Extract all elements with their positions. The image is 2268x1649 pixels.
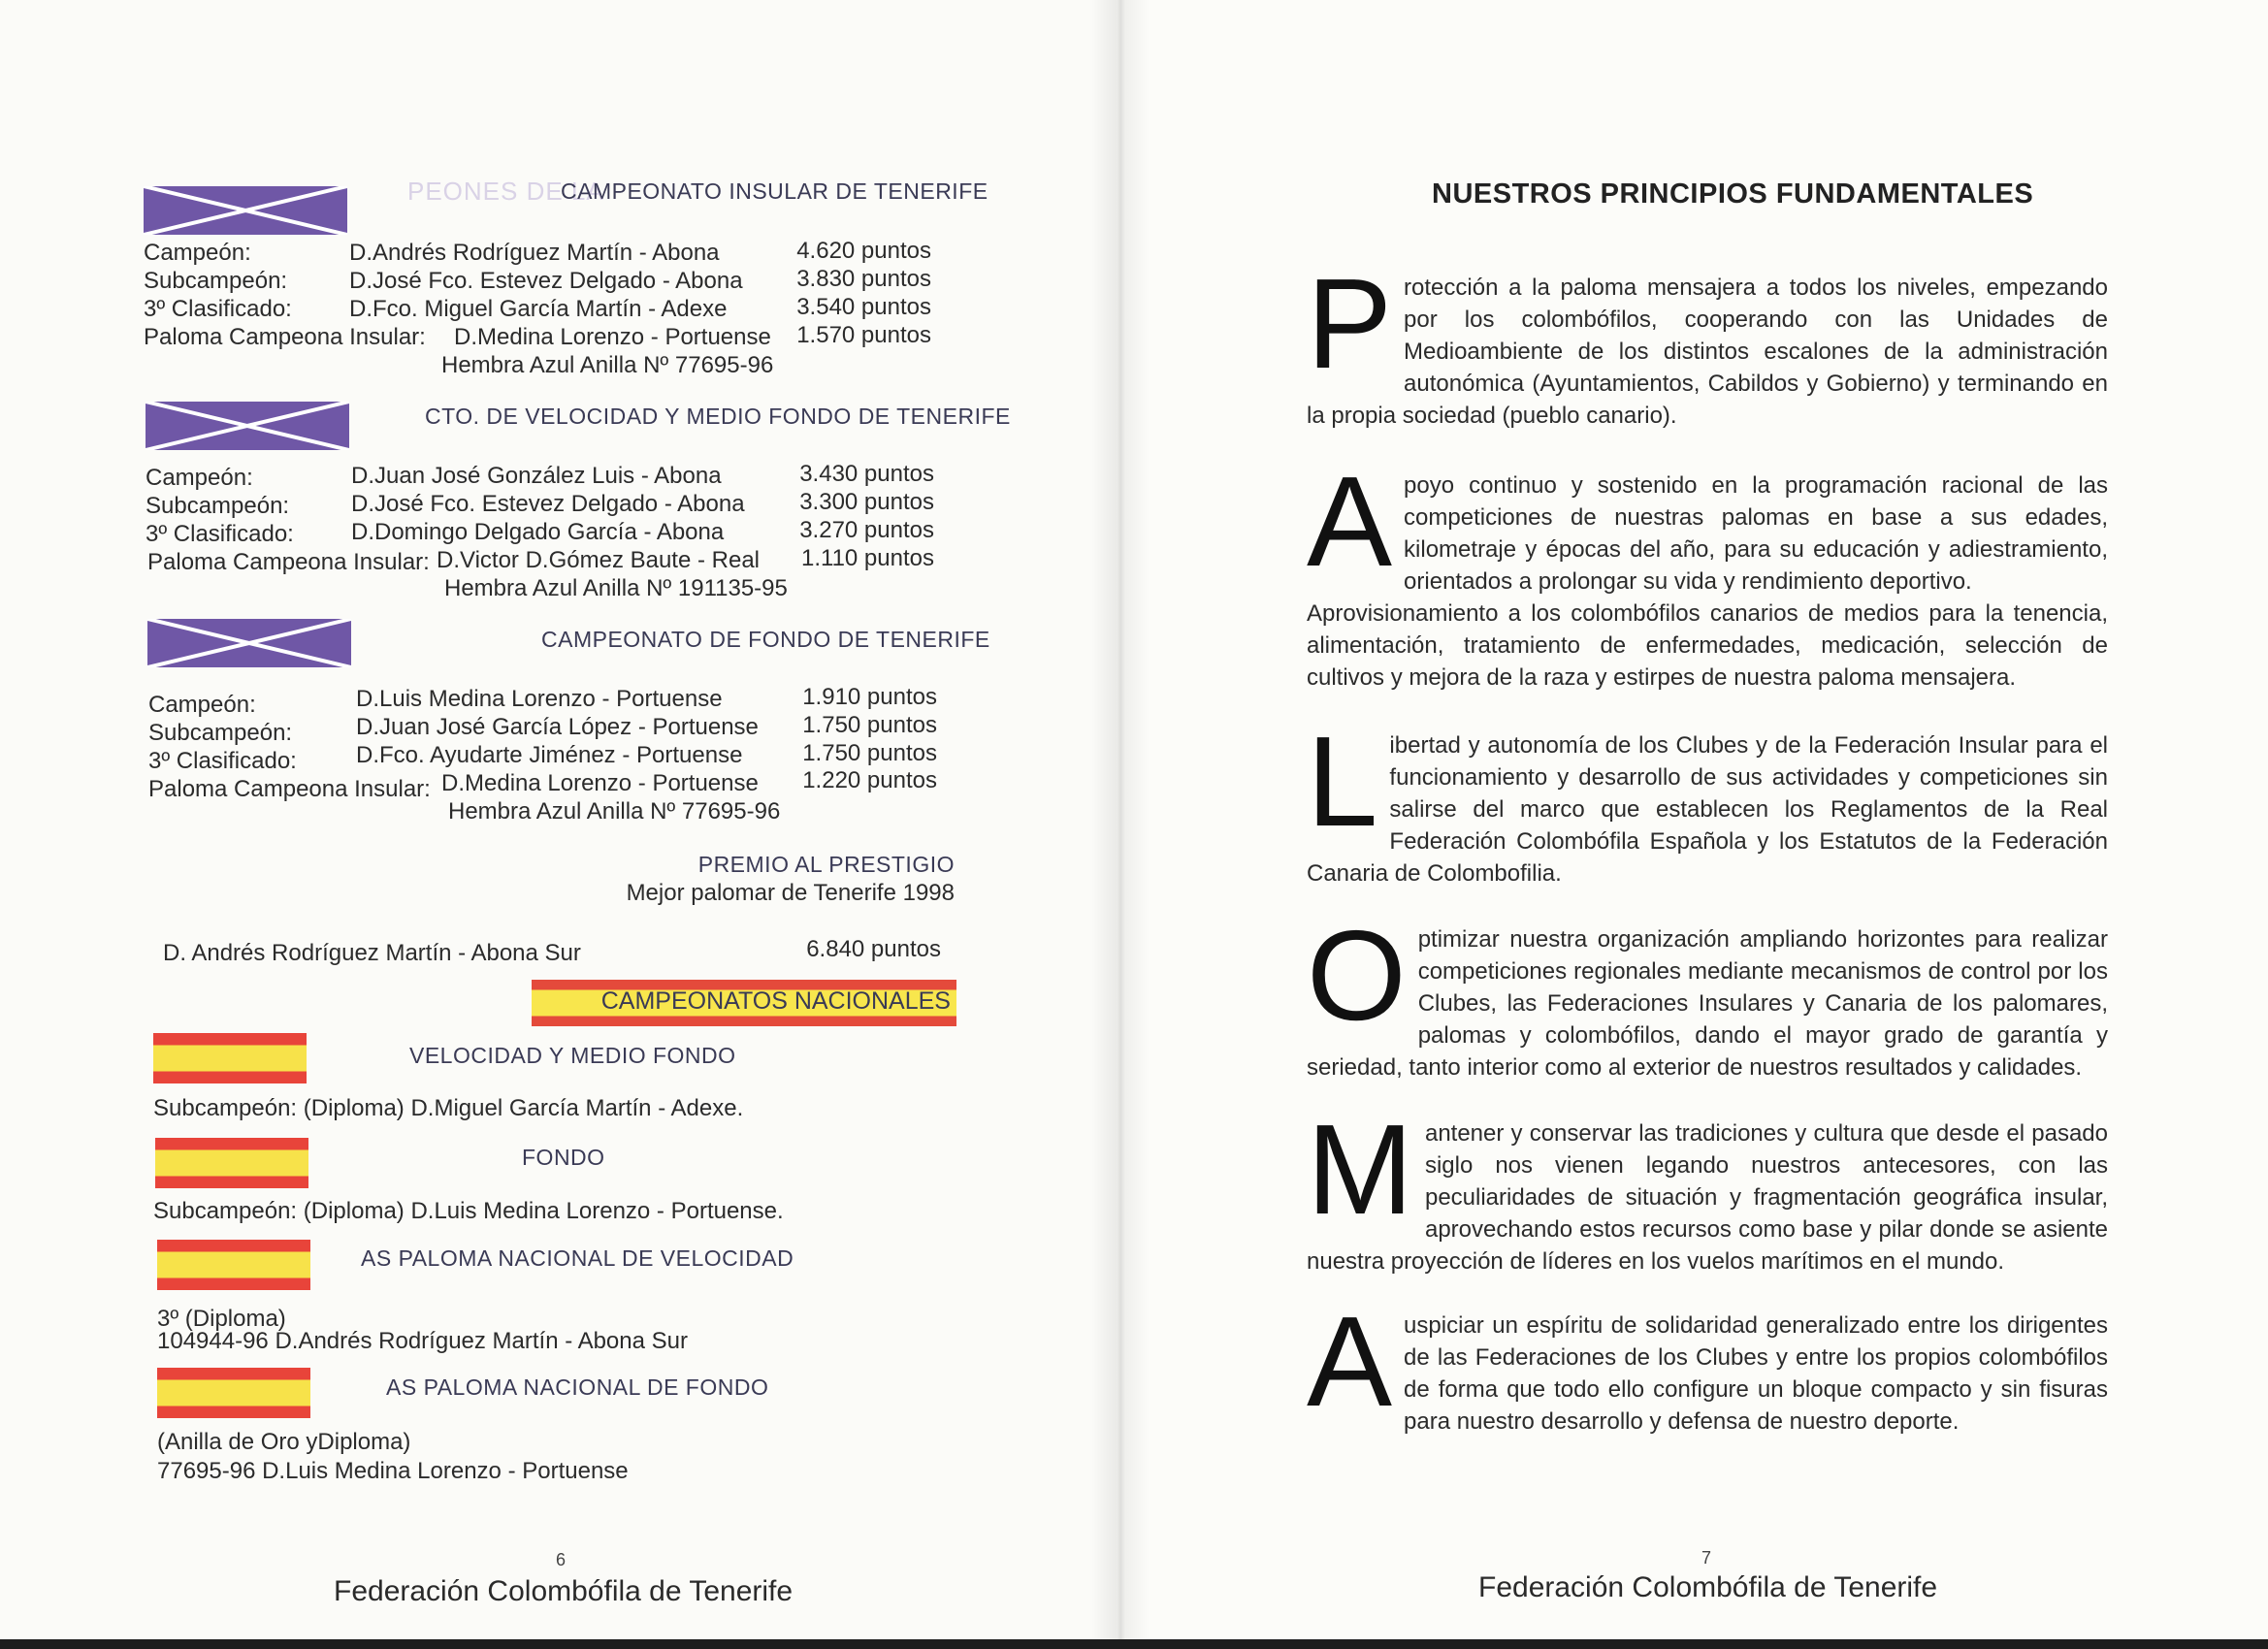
paragraph: Aprovisionamiento a los colombófilos canarios de medios para la tenencia, alimentación, tratamiento de enfermedades, medicación, selección de cultivos y mejora de la raza y estirpes de nuestra paloma mensajera. [1307, 600, 2108, 691]
label: Campeón: [144, 240, 251, 266]
label: Subcampeón: [146, 493, 290, 519]
paragraph: ibertad y autonomía de los Clubes y de la Federación Insular para el funcionamiento y desarrollo de sus actividades y competiciones sin salirse del marco que establecen los Reglamentos de la Real Federación Colombófila Española y los Estatutos de la Federación Canaria de Colombofilia. [1307, 732, 2108, 887]
label: Campeón: [146, 465, 253, 491]
label: 3º Clasificado: [146, 521, 294, 547]
page-footer: Federación Colombófila de Tenerife [334, 1575, 794, 1607]
paloma-label: Paloma Campeona Insular: [144, 324, 426, 350]
page-title: NUESTROS PRINCIPIOS FUNDAMENTALES [1432, 178, 2034, 210]
scan-edge [0, 1639, 2268, 1649]
page-footer: Federación Colombófila de Tenerife [1478, 1571, 1938, 1603]
name: D.Luis Medina Lorenzo - Portuense [356, 686, 723, 712]
purple-flag-2 [146, 402, 349, 450]
section-title-fondo: CAMPEONATO DE FONDO DE TENERIFE [541, 627, 990, 652]
principle-optimizar [1307, 904, 2108, 1083]
label: Subcampeón: [144, 268, 288, 294]
name: D.Fco. Miguel García Martín - Adexe [349, 296, 728, 322]
nacional-title-as-velocidad: AS PALOMA NACIONAL DE VELOCIDAD [361, 1245, 794, 1271]
principle-apoyo [1307, 450, 2108, 694]
principle-auspiciar [1307, 1290, 2108, 1438]
paragraph: antener y conservar las tradiciones y cultura que desde el pasado siglo nos vienen legando nuestros antecesores, con las peculiaridades de situación y fragmentación geográfica insular, aprovechando estos recursos como base y pilar donde se asiente nuestra proyección de líderes en los vuelos marítimos en el mundo. [1307, 1120, 2108, 1275]
name: D.Andrés Rodríguez Martín - Abona [349, 240, 720, 266]
name: D.José Fco. Estevez Delgado - Abona [349, 268, 743, 294]
paragraph: ptimizar nuestra organización ampliando horizontes para realizar competiciones regionales mediante mecanismos de control por los Clubes, las Federaciones Insulares y Canaria de los palomares, palomas y colombófilos, dando el mayor grado de garantía y seriedad, tanto interior como al exterior de nuestros resultados y calidades. [1307, 926, 2108, 1081]
paragraph: poyo continuo y sostenido en la programación racional de las competiciones de nuestras palomas en base a sus edades, kilometraje y épocas del año, para su educación y adiestramiento, orientados a prolongar su vida y rendimiento deportivo. [1404, 472, 2108, 595]
name: D.Juan José González Luis - Abona [351, 463, 722, 489]
paloma-label: Paloma Campeona Insular: [147, 549, 430, 575]
points: 3.270 puntos [799, 517, 934, 543]
paloma-name: D.Victor D.Gómez Baute - Real [437, 547, 761, 573]
label: Campeón: [148, 692, 256, 718]
nacional-text: Subcampeón: (Diploma) D.Miguel García Martín - Adexe. [153, 1095, 744, 1121]
points: 3.300 puntos [799, 489, 934, 515]
premio-subtitle: Mejor palomar de Tenerife 1998 [626, 880, 955, 906]
premio-title: PREMIO AL PRESTIGIO [697, 852, 955, 877]
paloma-name: D.Medina Lorenzo - Portuense [454, 324, 771, 350]
hembra-anilla: Hembra Azul Anilla Nº 77695-96 [448, 798, 781, 824]
points: 3.540 puntos [796, 294, 931, 320]
principle-libertad [1307, 710, 2108, 889]
section-title-insular: CAMPEONATO INSULAR DE TENERIFE [561, 178, 988, 204]
premio-points: 6.840 puntos [806, 936, 941, 962]
dropcap: O [1307, 904, 1407, 1047]
principle-mantener [1307, 1098, 2108, 1277]
nacionales-banner [532, 980, 956, 1026]
points: 4.620 puntos [796, 238, 931, 264]
left-page [0, 0, 1116, 1649]
label: Subcampeón: [148, 720, 293, 746]
points: 1.910 puntos [802, 684, 937, 710]
points: 1.750 puntos [802, 740, 937, 766]
nacional-title-as-fondo: AS PALOMA NACIONAL DE FONDO [386, 1374, 769, 1400]
name: D.Juan José García López - Portuense [356, 714, 759, 740]
nacional-line: 77695-96 D.Luis Medina Lorenzo - Portuense [157, 1458, 629, 1484]
points: 3.430 puntos [799, 461, 934, 487]
paragraph: rotección a la paloma mensajera a todos los niveles, empezando por los colombófilos, cooperando con las Unidades de Medioambiente de los distintos escalones de la administración autonómica (Ayuntamientos, Cabildos y Gobierno) y terminando en la propia sociedad (pueblo canario). [1307, 275, 2108, 429]
nacionales-banner-label: CAMPEONATOS NACIONALES [600, 987, 951, 1015]
dropcap: A [1307, 1290, 1393, 1433]
premio-name: D. Andrés Rodríguez Martín - Abona Sur [163, 940, 581, 966]
nacional-line: 3º (Diploma) [157, 1306, 286, 1332]
label: 3º Clasificado: [148, 748, 297, 774]
nacional-line: 104944-96 D.Andrés Rodríguez Martín - Abona Sur [157, 1328, 688, 1354]
hembra-anilla: Hembra Azul Anilla Nº 77695-96 [441, 352, 774, 378]
name: D.Fco. Ayudarte Jiménez - Portuense [356, 742, 743, 768]
page-number: 6 [556, 1550, 567, 1569]
dropcap: M [1307, 1098, 1413, 1241]
purple-flag-1 [144, 186, 347, 235]
label: 3º Clasificado: [144, 296, 292, 322]
purple-flag-3 [147, 619, 351, 667]
points: 1.570 puntos [796, 322, 931, 348]
nacional-line: (Anilla de Oro yDiploma) [157, 1429, 411, 1455]
paloma-label: Paloma Campeona Insular: [148, 776, 431, 802]
nacional-title-velocidad: VELOCIDAD Y MEDIO FONDO [409, 1043, 736, 1068]
name: D.José Fco. Estevez Delgado - Abona [351, 491, 745, 517]
section-title-velocidad: CTO. DE VELOCIDAD Y MEDIO FONDO DE TENERIFE [425, 404, 1011, 429]
paloma-name: D.Medina Lorenzo - Portuense [441, 770, 759, 796]
principle-proteccion [1307, 252, 2108, 432]
dropcap: L [1307, 710, 1378, 853]
page-number: 7 [1701, 1548, 1712, 1568]
ghost-heading: PEONES DE LA [407, 177, 604, 206]
points: 1.750 puntos [802, 712, 937, 738]
spain-flag-3 [157, 1240, 310, 1290]
nacional-text: Subcampeón: (Diploma) D.Luis Medina Lorenzo - Portuense. [153, 1198, 784, 1224]
spain-flag-2 [155, 1138, 308, 1188]
points: 1.110 puntos [800, 545, 934, 571]
paragraph: uspiciar un espíritu de solidaridad generalizado entre los dirigentes de las Federaciones de los Clubes y entre los propios colombófilos de forma que todo ello configure un bloque compacto y sin fisuras para nuestro desarrollo y defensa de nuestro deporte. [1404, 1312, 2108, 1435]
dropcap: A [1307, 450, 1393, 593]
points: 1.220 puntos [802, 767, 937, 793]
hembra-anilla: Hembra Azul Anilla Nº 191135-95 [444, 575, 788, 601]
points: 3.830 puntos [796, 266, 931, 292]
nacional-title-fondo: FONDO [522, 1145, 605, 1170]
name: D.Domingo Delgado García - Abona [351, 519, 725, 545]
spain-flag-1 [153, 1033, 307, 1083]
dropcap: P [1307, 252, 1393, 395]
spain-flag-4 [157, 1368, 310, 1418]
book-gutter [1091, 0, 1150, 1649]
